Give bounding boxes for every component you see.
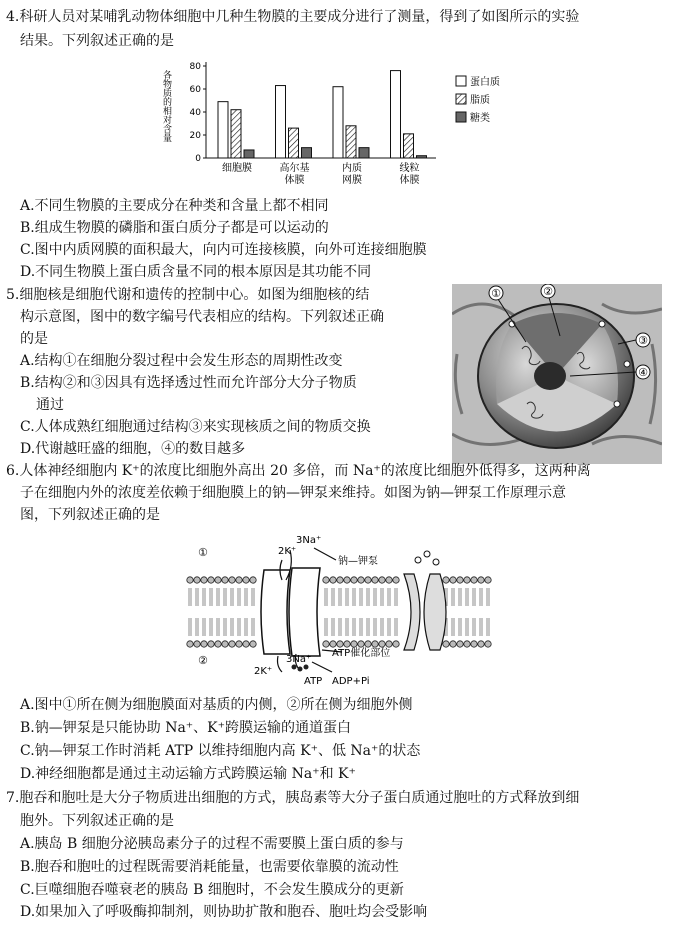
x-tick-label-1-0: 高尔基: [279, 163, 310, 174]
lipid-head-18: [250, 577, 256, 583]
lipid-head-12: [229, 577, 235, 583]
lipid-head-36: [379, 577, 385, 583]
lipid-tail-46: [452, 618, 454, 636]
x-tick-label-2-0: 内质: [342, 163, 362, 174]
lipid-head-54: [485, 577, 491, 583]
q5-stem-line3: 的是: [20, 331, 48, 347]
lipid-tail-39: [388, 588, 390, 606]
q4-bar-chart: [160, 56, 520, 196]
lipid-tail-53: [480, 588, 482, 606]
lipid-head-37: [379, 641, 385, 647]
lipid-head-3: [194, 641, 200, 647]
lipid-tail-4: [196, 618, 198, 636]
lipid-head-20: [323, 577, 329, 583]
x-tick-label-2-1: 网膜: [342, 175, 362, 186]
lipid-tail-7: [210, 588, 212, 606]
label-atp-site: ATP催化部位: [332, 648, 391, 659]
lipid-head-1: [187, 641, 193, 647]
lipid-head-10: [222, 577, 228, 583]
bar-蛋白质-0: [218, 102, 228, 158]
lipid-head-30: [358, 577, 364, 583]
lipid-tail-24: [332, 618, 334, 636]
q5-option-d: D.代谢越旺盛的细胞，④的数目越多: [20, 441, 246, 457]
label-2k-top: 2K⁺: [278, 546, 297, 557]
q7-option-a: A.胰岛 B 细胞分泌胰岛素分子的过程不需要膜上蛋白质的参与: [20, 836, 404, 852]
x-tick-label-0-0: 细胞膜: [222, 163, 252, 174]
nucleus-label-3: ③: [638, 334, 648, 347]
lipid-tail-8: [210, 618, 212, 636]
lipid-head-44: [450, 577, 456, 583]
q5-option-a: A.结构①在细胞分裂过程中会发生形态的周期性改变: [20, 353, 343, 369]
ions-icon: [415, 551, 439, 565]
label-2k-bottom: 2K⁺: [254, 666, 273, 677]
lipid-tail-38: [381, 618, 383, 636]
q7-option-c: C.巨噬细胞吞噬衰老的胰岛 B 细胞时，不会发生膜成分的更新: [20, 882, 404, 898]
q6-stem-line1: 6.人体神经细胞内 K⁺的浓度比细胞外高出 20 多倍，而 Na⁺的浓度比细胞外低得多，这两种离: [6, 463, 591, 479]
lipid-head-45: [450, 641, 456, 647]
lipid-head-33: [365, 641, 371, 647]
q7-stem-line2: 胞外。下列叙述正确的是: [20, 813, 174, 829]
q6-option-d: D.神经细胞都是通过主动运输方式跨膜运输 Na⁺和 K⁺: [20, 766, 356, 782]
bar-糖类-2: [359, 148, 369, 158]
lipid-tail-56: [487, 618, 489, 636]
lipid-head-2: [194, 577, 200, 583]
y-tick-label-2: 40: [189, 108, 201, 118]
lipid-head-50: [471, 577, 477, 583]
y-tick-label-4: 80: [189, 62, 201, 72]
na-k-pump-figure: [186, 532, 494, 690]
lipid-tail-40: [388, 618, 390, 636]
q4-stem-line2: 结果。下列叙述正确的是: [20, 33, 174, 49]
lipid-tail-50: [466, 618, 468, 636]
bar-脂质-0: [231, 110, 241, 158]
lipid-head-13: [229, 641, 235, 647]
lipid-head-25: [337, 641, 343, 647]
nucleus-label-4: ④: [638, 366, 648, 379]
lipid-tail-28: [346, 618, 348, 636]
lipid-tail-6: [203, 618, 205, 636]
lipid-tail-21: [325, 588, 327, 606]
lipid-head-22: [330, 577, 336, 583]
lipid-tail-51: [473, 588, 475, 606]
lipid-head-5: [201, 641, 207, 647]
lipid-tail-31: [360, 588, 362, 606]
legend-label-0: 蛋白质: [470, 77, 500, 88]
q6-stem-line2: 子在细胞内外的浓度差依赖于细胞膜上的钠—钾泵来维持。如图为钠—钾泵工作原理示意: [20, 485, 566, 501]
lipid-head-7: [208, 641, 214, 647]
lipid-tail-15: [238, 588, 240, 606]
q7-stem-line1: 7.胞吞和胞吐是大分子物质进出细胞的方式，胰岛素等大分子蛋白质通过胞吐的方式释放到细: [6, 790, 580, 806]
y-tick-label-1: 20: [189, 131, 201, 141]
lipid-head-34: [372, 577, 378, 583]
legend-swatch-1: [456, 94, 466, 104]
membrane-side-1: ①: [198, 546, 208, 559]
lipid-tail-55: [487, 588, 489, 606]
q7-option-d: D.如果加入了呼吸酶抑制剂，则协助扩散和胞吞、胞吐均会受影响: [20, 904, 428, 920]
x-tick-label-3-0: 线粒: [399, 163, 420, 174]
lipid-head-9: [215, 641, 221, 647]
lipid-head-43: [443, 641, 449, 647]
lipid-tail-48: [459, 618, 461, 636]
q6-option-c: C.钠—钾泵工作时消耗 ATP 以维持细胞内高 K⁺、低 Na⁺的状态: [20, 743, 421, 759]
lipid-head-55: [485, 641, 491, 647]
lipid-tail-37: [381, 588, 383, 606]
bar-脂质-3: [404, 134, 414, 158]
lipid-head-21: [323, 641, 329, 647]
lipid-tail-13: [231, 588, 233, 606]
lipid-head-39: [386, 641, 392, 647]
membrane-side-2: ②: [198, 654, 208, 667]
lipid-tail-49: [466, 588, 468, 606]
lipid-tail-34: [367, 618, 369, 636]
lipid-head-51: [471, 641, 477, 647]
bar-糖类-1: [302, 148, 312, 158]
label-3na-top: 3Na⁺: [296, 535, 322, 546]
lipid-head-16: [243, 577, 249, 583]
lipid-head-47: [457, 641, 463, 647]
nucleus-label-1: ①: [491, 287, 501, 300]
lipid-tail-10: [217, 618, 219, 636]
lipid-tail-11: [224, 588, 226, 606]
q4-option-d: D.不同生物膜上蛋白质含量不同的根本原因是其功能不同: [20, 264, 372, 280]
lipid-head-38: [386, 577, 392, 583]
q5-stem-line1: 5.细胞核是细胞代谢和遗传的控制中心。如图为细胞核的结: [6, 287, 370, 303]
lipid-tail-47: [459, 588, 461, 606]
q6-stem-line3: 图，下列叙述正确的是: [20, 507, 160, 523]
q5-option-c: C.人体成熟红细胞通过结构③来实现核质之间的物质交换: [20, 419, 371, 435]
bar-蛋白质-1: [276, 86, 286, 158]
lipid-tail-19: [252, 588, 254, 606]
channel-protein-left: [404, 574, 420, 650]
lipid-head-0: [187, 577, 193, 583]
lipid-tail-17: [245, 588, 247, 606]
legend-swatch-0: [456, 76, 466, 86]
q7-option-b: B.胞吞和胞吐的过程既需要消耗能量，也需要依靠膜的流动性: [20, 859, 399, 875]
q4-stem-line1: 4.科研人员对某哺乳动物体细胞中几种生物膜的主要成分进行了测量，得到了如图所示的实验: [6, 9, 580, 25]
lipid-tail-52: [473, 618, 475, 636]
ion-dots-icon: [292, 665, 309, 672]
bar-脂质-1: [289, 128, 299, 158]
lipid-tail-42: [395, 618, 397, 636]
pump-right-subunit: [289, 568, 320, 656]
lipid-tail-2: [189, 618, 191, 636]
q5-option-b-cont: 通过: [36, 397, 64, 413]
bar-糖类-3: [417, 156, 427, 158]
bar-糖类-0: [244, 150, 254, 158]
label-3na-bottom: 3Na⁺: [286, 654, 312, 665]
lipid-tail-36: [374, 618, 376, 636]
label-atp: ATP: [304, 676, 323, 687]
legend-label-2: 糖类: [470, 113, 490, 124]
label-adp: ADP+Pi: [332, 676, 370, 687]
lipid-head-29: [351, 641, 357, 647]
bar-蛋白质-3: [391, 71, 401, 158]
lipid-tail-33: [367, 588, 369, 606]
lipid-head-49: [464, 641, 470, 647]
lipid-tail-5: [203, 588, 205, 606]
bar-脂质-2: [346, 126, 356, 158]
pump-left-subunit: [261, 570, 290, 654]
lipid-tail-22: [325, 618, 327, 636]
nucleus-figure: [452, 284, 662, 464]
channel-protein-right: [424, 574, 446, 650]
legend-label-1: 脂质: [470, 95, 490, 106]
lipid-tail-25: [339, 588, 341, 606]
lipid-tail-41: [395, 588, 397, 606]
q5-option-b: B.结构②和③因具有选择透过性而允许部分大分子物质: [20, 375, 357, 391]
q5-stem-line2: 构示意图，图中的数字编号代表相应的结构。下列叙述正确: [20, 309, 384, 325]
lipid-head-4: [201, 577, 207, 583]
q6-option-b: B.钠—钾泵是只能协助 Na⁺、K⁺跨膜运输的通道蛋白: [20, 720, 352, 736]
lipid-tail-29: [353, 588, 355, 606]
lipid-tail-1: [189, 588, 191, 606]
lipid-head-42: [443, 577, 449, 583]
lipid-head-24: [337, 577, 343, 583]
lipid-tail-16: [238, 618, 240, 636]
y-tick-label-0: 0: [195, 154, 201, 164]
lipid-tail-30: [353, 618, 355, 636]
lipid-head-17: [243, 641, 249, 647]
lipid-tail-18: [245, 618, 247, 636]
lipid-head-40: [393, 577, 399, 583]
x-tick-label-3-1: 体膜: [399, 175, 420, 186]
q4-option-b: B.组成生物膜的磷脂和蛋白质分子都是可以运动的: [20, 220, 329, 236]
x-tick-label-1-1: 体膜: [284, 175, 305, 186]
lipid-head-31: [358, 641, 364, 647]
lipid-tail-35: [374, 588, 376, 606]
lipid-tail-26: [339, 618, 341, 636]
lipid-tail-20: [252, 618, 254, 636]
lipid-tail-12: [224, 618, 226, 636]
lipid-head-27: [344, 641, 350, 647]
q4-option-c: C.图中内质网膜的面积最大，向内可连接核膜，向外可连接细胞膜: [20, 242, 427, 258]
lipid-head-19: [250, 641, 256, 647]
lipid-tail-45: [452, 588, 454, 606]
lipid-head-35: [372, 641, 378, 647]
lipid-head-52: [478, 577, 484, 583]
lipid-head-14: [236, 577, 242, 583]
lipid-head-11: [222, 641, 228, 647]
y-axis-label: 各物质的相对含量: [161, 70, 171, 142]
bar-蛋白质-2: [333, 87, 343, 158]
lipid-head-32: [365, 577, 371, 583]
lipid-head-6: [208, 577, 214, 583]
lipid-head-28: [351, 577, 357, 583]
lipid-tail-32: [360, 618, 362, 636]
lipid-head-41: [393, 641, 399, 647]
lipid-head-46: [457, 577, 463, 583]
lipid-head-53: [478, 641, 484, 647]
lipid-head-26: [344, 577, 350, 583]
lipid-tail-9: [217, 588, 219, 606]
bar-chart-svg: [160, 56, 520, 196]
lipid-tail-14: [231, 618, 233, 636]
lipid-head-15: [236, 641, 242, 647]
lipid-tail-54: [480, 618, 482, 636]
label-pump: 钠—钾泵: [338, 556, 378, 567]
lipid-head-48: [464, 577, 470, 583]
lipid-head-8: [215, 577, 221, 583]
lipid-head-23: [330, 641, 336, 647]
lipid-tail-23: [332, 588, 334, 606]
lipid-tail-3: [196, 588, 198, 606]
y-tick-label-3: 60: [189, 85, 201, 95]
nucleus-label-2: ②: [543, 285, 553, 298]
q6-option-a: A.图中①所在侧为细胞膜面对基质的内侧，②所在侧为细胞外侧: [20, 697, 413, 713]
legend-swatch-2: [456, 112, 466, 122]
lipid-tail-27: [346, 588, 348, 606]
q4-option-a: A.不同生物膜的主要成分在种类和含量上都不相同: [20, 198, 329, 214]
